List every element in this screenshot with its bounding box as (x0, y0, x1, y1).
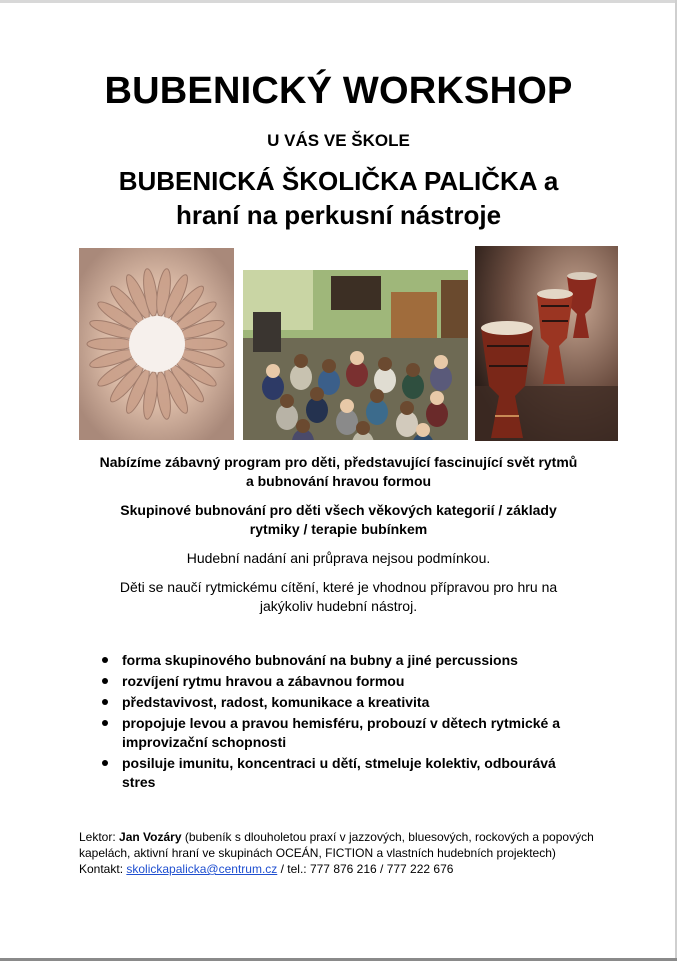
footer-contact (79, 829, 639, 877)
bullet-icon (102, 699, 108, 705)
contact-line: Kontakt: skolickapalicka@centrum.cz / tel.: 777 876 216 / 777 222 676 (79, 862, 454, 876)
headline-line-1: BUBENICKÁ ŠKOLIČKA PALIČKA a (118, 166, 559, 196)
learn-line-2: jakýkoliv hudební nástroj. (259, 598, 418, 614)
list-item: forma skupinového bubnování na bubny a jiné percussions (102, 651, 632, 670)
headline-line-2: hraní na perkusní nástroje (175, 200, 502, 230)
lektor-name: Jan Vozáry (119, 830, 182, 844)
group-line-1: Skupinové bubnování pro děti všech věkových kategorií / základy (120, 502, 557, 518)
intro-line-1: Nabízíme zábavný program pro děti, představující fascinující svět rytmů (99, 454, 578, 470)
page-title: BUBENICKÝ WORKSHOP (104, 70, 573, 112)
phone-numbers: / tel.: 777 876 216 / 777 222 676 (277, 862, 454, 876)
djembe-drums-photo (475, 246, 618, 441)
top-border (0, 0, 677, 3)
page-subtitle: U VÁS VE ŠKOLE (267, 131, 410, 150)
list-item: propojuje levou a pravou hemisféru, probouzí v dětech rytmické a improvizační schopnosti (102, 714, 632, 752)
learn-line-1: Děti se naučí rytmickému cítění, které je vhodnou přípravou pro hru na (119, 579, 558, 595)
program-headline (0, 164, 677, 232)
list-item: představivost, radost, komunikace a kreativita (102, 693, 632, 712)
email-link[interactable]: skolickapalicka@centrum.cz (126, 862, 278, 876)
group-drumming-paragraph (60, 501, 617, 539)
learning-paragraph (60, 578, 617, 616)
intro-paragraph (60, 453, 617, 491)
bullet-icon (102, 720, 108, 726)
intro-line-2: a bubnování hravou formou (245, 473, 432, 489)
group-line-2: rytmiky / terapie bubínkem (249, 521, 428, 537)
bullet-icon (102, 760, 108, 766)
list-item: posiluje imunitu, koncentraci u dětí, stmeluje kolektiv, odbourává stres (102, 754, 632, 792)
lektor-line: Lektor: Jan Vozáry (bubeník s dlouholetou praxí v jazzových, bluesových, rockových a popových (79, 830, 594, 844)
benefits-list (102, 651, 632, 794)
bullet-icon (102, 657, 108, 663)
hands-circle-photo (79, 248, 234, 440)
list-item: rozvíjení rytmu hravou a zábavnou formou (102, 672, 632, 691)
talent-paragraph: Hudební nadání ani průprava nejsou podmínkou. (186, 550, 491, 566)
children-drumming-photo (243, 270, 468, 440)
lektor-description: kapelách, aktivní hraní ve skupinách OCEÁN, FICTION a vlastních hudebních projektech) (79, 846, 556, 860)
bullet-icon (102, 678, 108, 684)
